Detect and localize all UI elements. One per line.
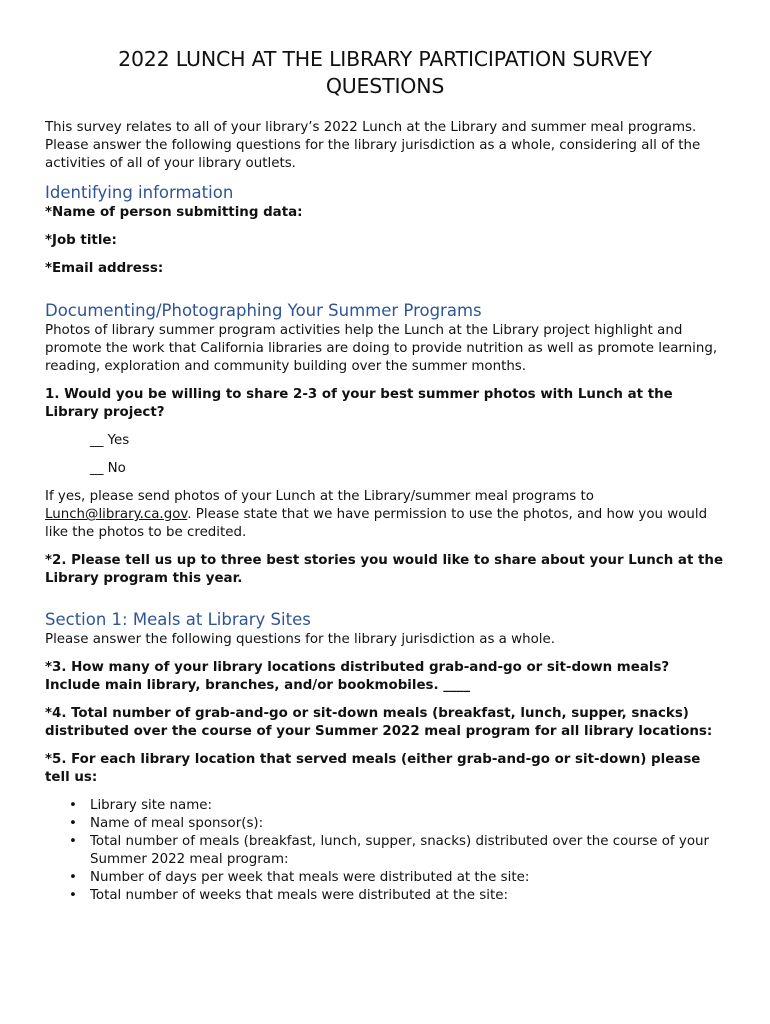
title-line-2: QUESTIONS <box>325 74 445 98</box>
email-label: *Email address: <box>45 261 164 276</box>
photo-instructions-pre: If yes, please send photos of your Lunch at the Library/summer meal programs to <box>45 489 594 504</box>
page-title <box>45 46 725 100</box>
photo-instructions <box>45 488 725 542</box>
question-5: *5. For each library location that served meals (either grab-and-go or sit-down) please tell us: <box>45 752 701 785</box>
identifying-heading: Identifying information <box>45 183 234 202</box>
email-link[interactable]: Lunch@library.ca.gov <box>45 507 188 522</box>
name-label: *Name of person submitting data: <box>45 205 303 220</box>
question-1: 1. Would you be willing to share 2-3 of your best summer photos with Lunch at the Library project? <box>45 387 673 420</box>
question-4: *4. Total number of grab-and-go or sit-down meals (breakfast, lunch, supper, snacks) distributed over the course of your Summer 2022 meal program for all library locations: <box>45 706 713 739</box>
photo-instructions-post: . Please state that we have permission to use the photos, and how you would like the photos to be credited. <box>45 507 708 540</box>
list-item: • Name of meal sponsor(s): <box>90 815 725 833</box>
section-1-paragraph: Please answer the following questions for the library jurisdiction as a whole. <box>45 632 555 647</box>
documenting-paragraph: Photos of library summer program activities help the Lunch at the Library project highlight and promote the work that California libraries are doing to provide nutrition as well as promote learning, reading, exploration and community building over the summer months. <box>45 323 718 374</box>
list-item: • Library site name: <box>90 797 725 815</box>
documenting-heading: Documenting/Photographing Your Summer Programs <box>45 301 482 320</box>
question-2: *2. Please tell us up to three best stories you would like to share about your Lunch at the Library program this year. <box>45 553 724 586</box>
section-1-heading: Section 1: Meals at Library Sites <box>45 610 311 629</box>
option-no[interactable]: __ No <box>90 461 126 476</box>
option-yes[interactable]: __ Yes <box>90 433 130 448</box>
question-5-list <box>45 797 725 905</box>
list-item: • Total number of meals (breakfast, lunch, supper, snacks) distributed over the course of your Summer 2022 meal program: <box>90 833 725 869</box>
intro-paragraph: This survey relates to all of your library’s 2022 Lunch at the Library and summer meal programs. Please answer the following questions for the library jurisdiction as a whole, considering all of the activities of all of your library outlets. <box>45 120 701 171</box>
question-3: *3. How many of your library locations distributed grab-and-go or sit-down meals? Include main library, branches, and/or bookmobiles. ____ <box>45 660 670 693</box>
list-item: • Number of days per week that meals were distributed at the site: <box>90 869 725 887</box>
title-line-1: 2022 LUNCH AT THE LIBRARY PARTICIPATION SURVEY <box>118 47 652 71</box>
job-title-label: *Job title: <box>45 233 117 248</box>
list-item: • Total number of weeks that meals were distributed at the site: <box>90 887 725 905</box>
